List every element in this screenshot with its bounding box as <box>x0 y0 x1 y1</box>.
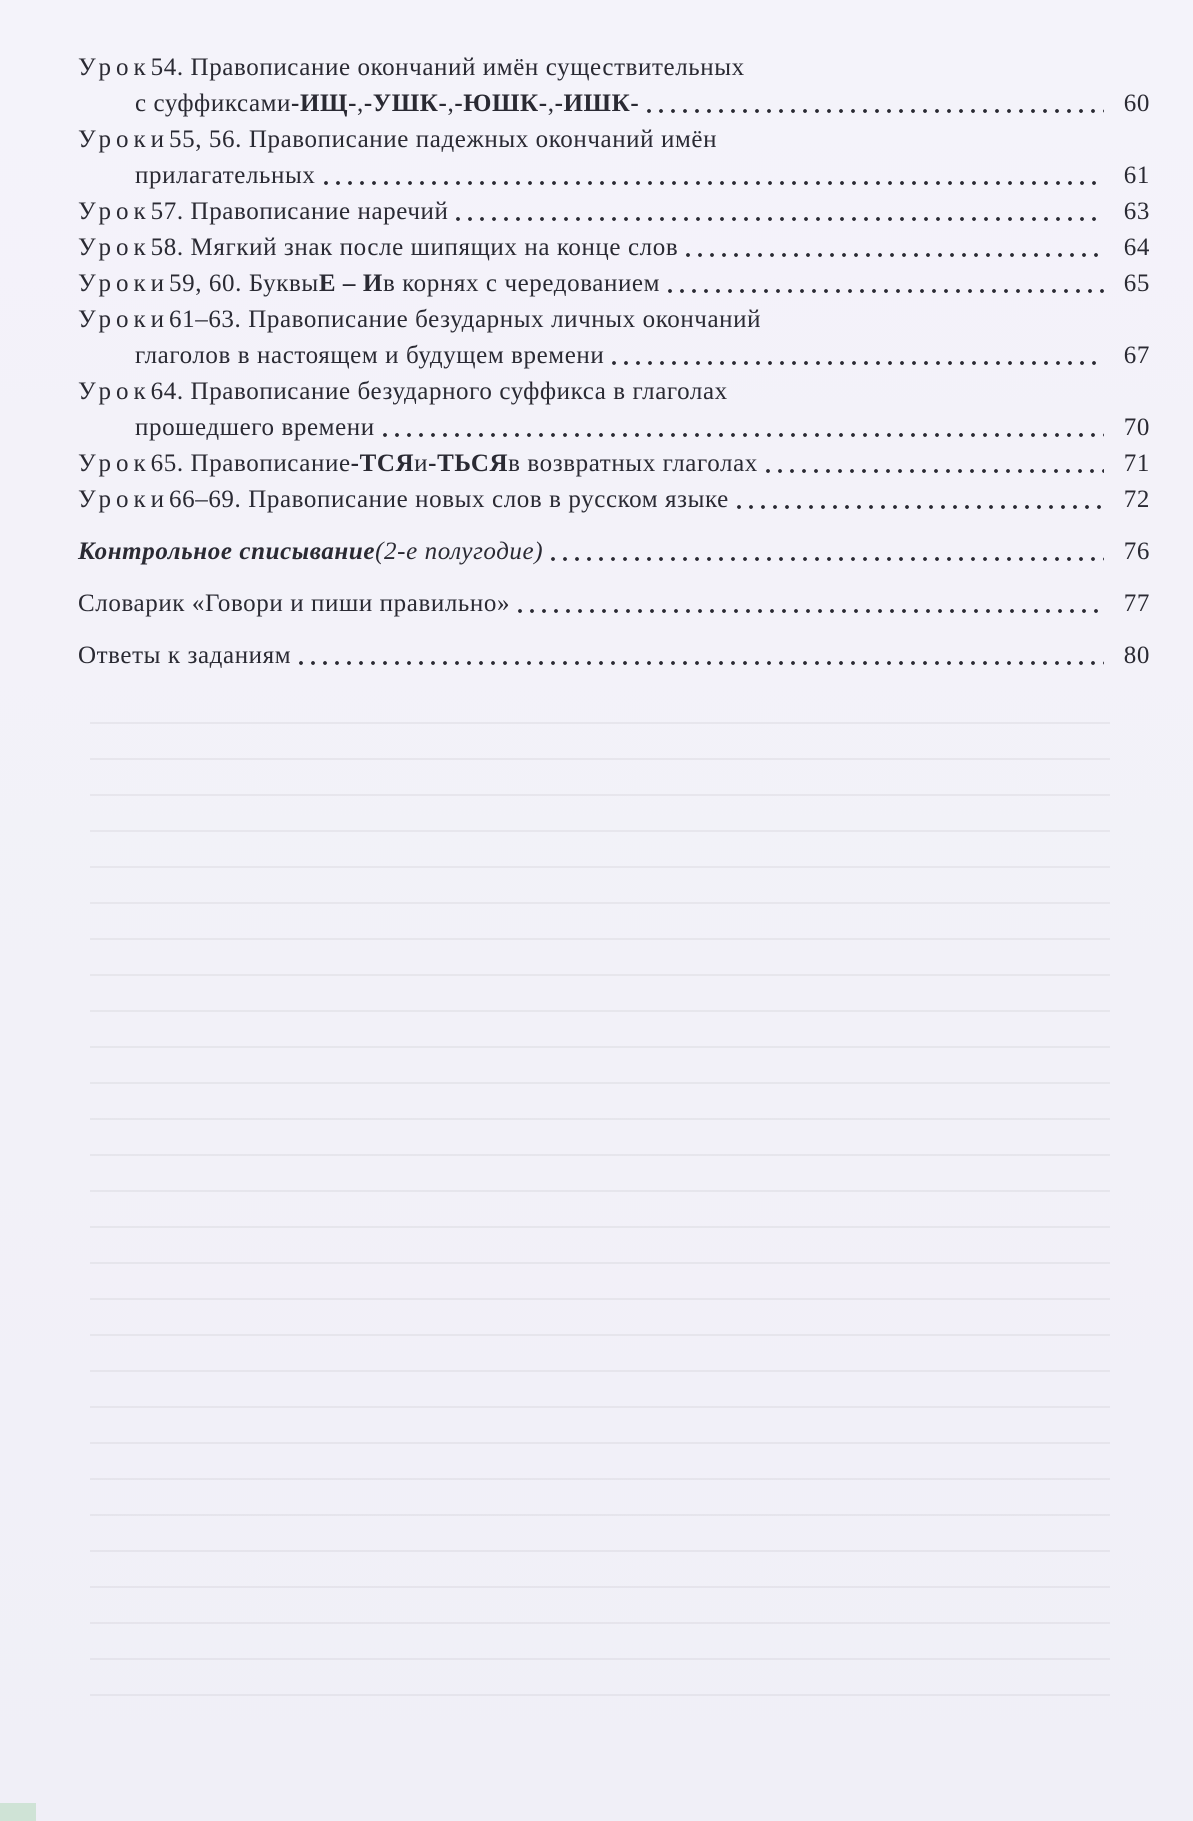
toc-entry-lesson-64 <box>78 374 1150 446</box>
lesson-prefix: Урок <box>78 234 151 261</box>
dot-leader <box>547 542 1104 562</box>
toc-line <box>78 302 1150 338</box>
suffix-ish: -ИЩ- <box>291 90 357 117</box>
toc-line <box>78 122 1150 158</box>
toc-entry-lessons-61-63 <box>78 302 1150 374</box>
page-number: 71 <box>1123 450 1150 477</box>
lesson-title: 59, 60. Буквы <box>169 270 319 297</box>
title-text: прилагательных <box>135 162 316 189</box>
lesson-title: 55, 56. Правописание падежных окончаний имён <box>169 126 718 153</box>
toc-entry-lesson-57 <box>78 194 1150 230</box>
dot-leader <box>379 418 1104 438</box>
page-number: 80 <box>1123 642 1150 669</box>
toc-entry-lesson-65 <box>78 446 1150 482</box>
lesson-title: 66–69. Правописание новых слов в русском языке <box>169 486 729 513</box>
dot-leader <box>320 166 1104 186</box>
letters-e-i: Е – И <box>318 270 383 297</box>
dot-leader <box>452 202 1104 222</box>
lesson-title-end: в возвратных глаголах <box>508 450 758 477</box>
dot-leader <box>762 454 1104 474</box>
lesson-title: 61–63. Правописание безударных личных окончаний <box>169 306 762 333</box>
suffix-yushk: -ЮШК- <box>454 90 548 117</box>
lesson-title: 65. Правописание <box>150 450 351 477</box>
toc-line-continuation <box>78 158 1150 194</box>
lesson-prefix: Урок <box>78 378 151 405</box>
title-text: с суффиксами <box>135 90 292 117</box>
dot-leader <box>682 238 1104 258</box>
toc-entry-dictionary <box>78 586 1150 622</box>
dot-leader <box>608 346 1104 366</box>
table-of-contents <box>78 50 1150 674</box>
lesson-title: 57. Правописание наречий <box>150 198 449 225</box>
toc-line <box>78 586 1150 622</box>
toc-line <box>78 194 1150 230</box>
toc-line <box>78 482 1150 518</box>
section-subtitle: (2-е полугодие) <box>375 538 544 565</box>
dot-leader <box>733 490 1104 510</box>
suffix-tsya-soft: -ТЬСЯ <box>428 450 509 477</box>
title-text: прошедшего времени <box>135 414 375 441</box>
suffix-tsya: -ТСЯ <box>350 450 415 477</box>
title-text: глаголов в настоящем и будущем времени <box>135 342 605 369</box>
lesson-prefix: Урок <box>78 450 151 477</box>
lesson-title: 64. Правописание безударного суффикса в глаголах <box>150 378 728 405</box>
section-title: Контрольное списывание <box>78 538 376 565</box>
spacer <box>78 570 1150 586</box>
page-number: 64 <box>1123 234 1150 261</box>
toc-entry-lesson-58 <box>78 230 1150 266</box>
page-number: 63 <box>1123 198 1150 225</box>
toc-line <box>78 446 1150 482</box>
page-number: 77 <box>1123 590 1150 617</box>
dot-leader <box>514 594 1104 614</box>
page-number: 60 <box>1123 90 1150 117</box>
toc-line <box>78 230 1150 266</box>
page-number: 70 <box>1123 414 1150 441</box>
suffix-ushk: -УШК- <box>363 90 448 117</box>
toc-entry-lesson-54 <box>78 50 1150 122</box>
spacer <box>78 518 1150 534</box>
section-title: Словарик «Говори и пиши правильно» <box>78 590 511 617</box>
toc-entry-answers <box>78 638 1150 674</box>
toc-entry-control-copying <box>78 534 1150 570</box>
page-number: 72 <box>1123 486 1150 513</box>
dot-leader <box>295 646 1104 666</box>
page-number: 67 <box>1123 342 1150 369</box>
lesson-title-end: в корнях с чередованием <box>382 270 661 297</box>
toc-line <box>78 638 1150 674</box>
spacer <box>78 622 1150 638</box>
lesson-prefix: Уроки <box>78 126 170 153</box>
page-number: 61 <box>1123 162 1150 189</box>
page-number: 76 <box>1123 538 1150 565</box>
lesson-title: 58. Мягкий знак после шипящих на конце слов <box>150 234 679 261</box>
lesson-prefix: Урок <box>78 54 151 81</box>
lesson-prefix: Урок <box>78 198 151 225</box>
lesson-title: 54. Правописание окончаний имён существительных <box>150 54 745 81</box>
toc-entry-lessons-66-69 <box>78 482 1150 518</box>
section-title: Ответы к заданиям <box>78 642 292 669</box>
toc-line-continuation <box>78 410 1150 446</box>
dot-leader <box>664 274 1104 294</box>
toc-line <box>78 534 1150 570</box>
page-number: 65 <box>1123 270 1150 297</box>
toc-line-continuation <box>78 338 1150 374</box>
toc-entry-lessons-59-60 <box>78 266 1150 302</box>
lesson-prefix: Уроки <box>78 486 170 513</box>
toc-line-continuation <box>78 86 1150 122</box>
conjunction: и <box>414 450 429 477</box>
separator: , <box>547 90 555 117</box>
toc-line <box>78 266 1150 302</box>
toc-line <box>78 50 1150 86</box>
dot-leader <box>643 94 1104 114</box>
suffix-ishk: -ИШК- <box>554 90 640 117</box>
separator: , <box>447 90 455 117</box>
corner-mark <box>0 1803 36 1821</box>
lesson-prefix: Уроки <box>78 270 170 297</box>
toc-entry-lessons-55-56 <box>78 122 1150 194</box>
lesson-prefix: Уроки <box>78 306 170 333</box>
separator: , <box>357 90 364 117</box>
toc-line <box>78 374 1150 410</box>
bleed-through-text <box>90 700 1110 1700</box>
